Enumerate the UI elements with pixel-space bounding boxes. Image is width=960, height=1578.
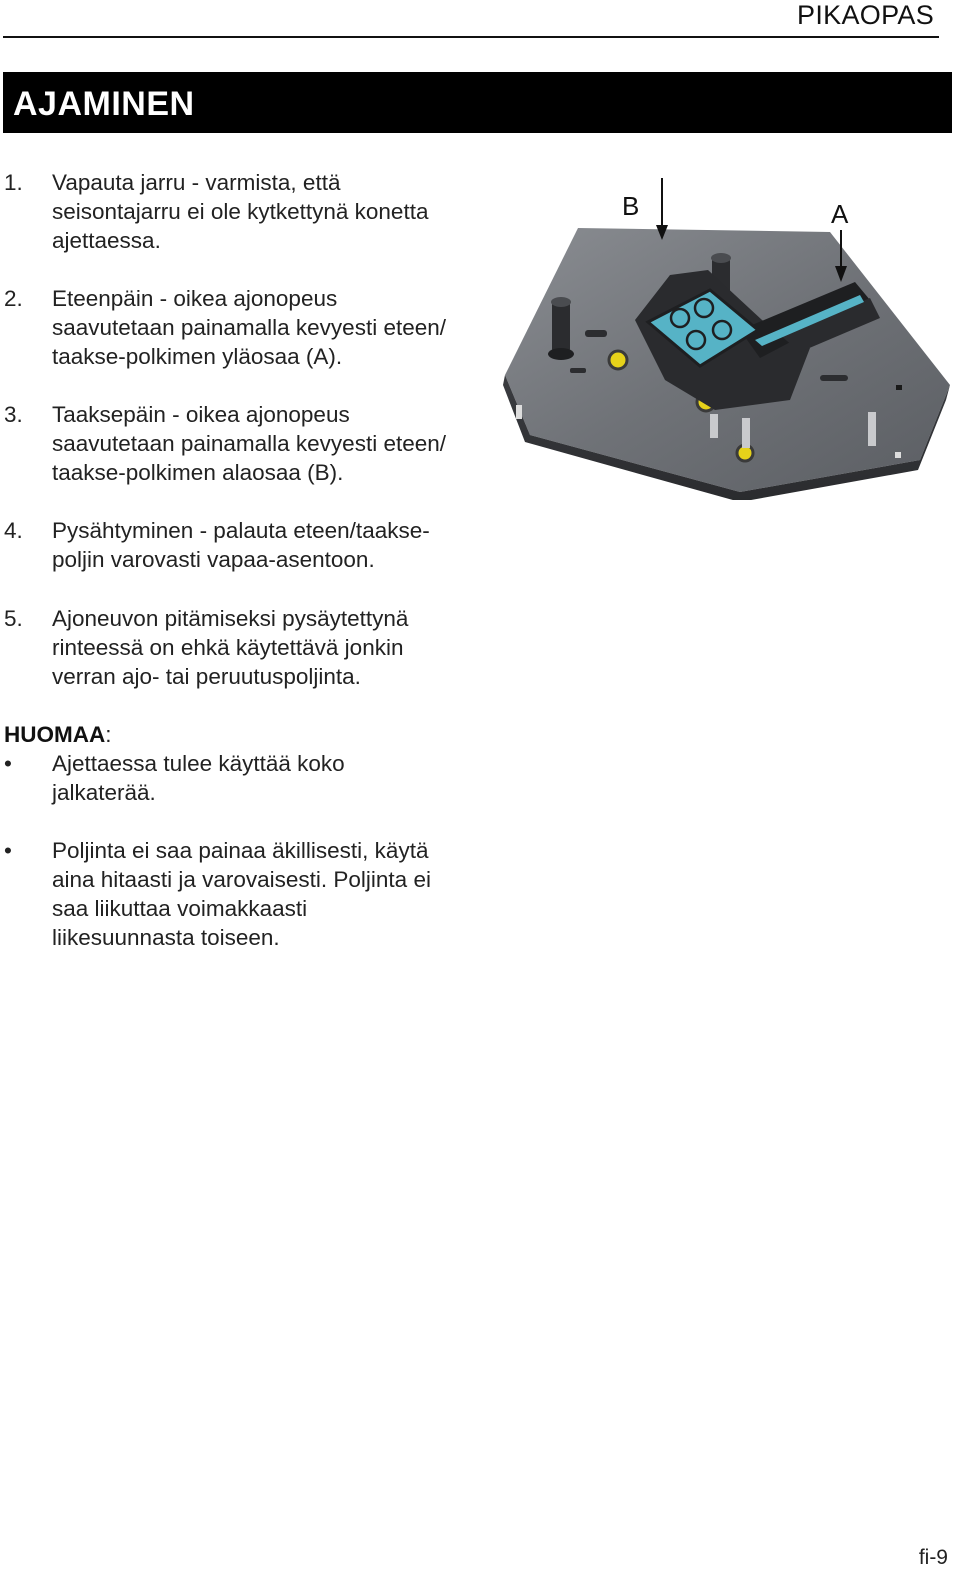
- note-heading: [4, 720, 112, 749]
- note-bullet-2: [0, 836, 520, 956]
- step-number: 2.: [4, 286, 23, 311]
- pedal-drawing: [500, 170, 955, 500]
- step-3: [0, 400, 520, 490]
- step-1: [0, 168, 520, 258]
- note-bullet-1: [0, 749, 520, 809]
- step-5: [0, 604, 520, 694]
- page-number: fi-9: [918, 1546, 948, 1569]
- pedal-illustration: [500, 170, 955, 500]
- step-2: [0, 284, 520, 374]
- step-text: Eteenpäin - oikea ajonopeus saavutetaan painamalla kevyesti eteen/ taakse-polkimen yläosaa (A).: [52, 286, 447, 369]
- note-colon: :: [105, 722, 112, 747]
- bullet-text: Poljinta ei saa painaa äkillisesti, käytä aina hitaasti ja varovaisesti. Poljinta ei saa liikuttaa voimakkaasti liikesuunnasta toiseen.: [52, 838, 431, 950]
- step-text: Ajoneuvon pitämiseksi pysäytettynä rinteessä on ehkä käytettävä jonkin verran ajo- tai peruutuspoljinta.: [52, 606, 409, 689]
- step-text: Taaksepäin - oikea ajonopeus saavutetaan painamalla kevyesti eteen/ taakse-polkimen alaosaa (B).: [52, 402, 447, 485]
- step-number: 3.: [4, 402, 23, 427]
- step-text: Vapauta jarru - varmista, että seisontajarru ei ole kytkettynä konetta ajettaessa.: [52, 170, 429, 253]
- section-title: AJAMINEN: [13, 85, 195, 123]
- bullet-dot: •: [4, 838, 12, 863]
- section-bar: [3, 72, 952, 133]
- yellow-fitting: [609, 351, 627, 369]
- step-number: 4.: [4, 518, 23, 543]
- step-4: [0, 516, 520, 576]
- bullet-text: Ajettaessa tulee käyttää koko jalkaterää.: [52, 751, 345, 805]
- left-post: [552, 302, 570, 352]
- label-a: A: [831, 199, 849, 229]
- header-rule: [3, 36, 939, 38]
- label-b: B: [622, 191, 640, 221]
- step-number: 1.: [4, 170, 23, 195]
- bullet-dot: •: [4, 751, 12, 776]
- page-header-title: PIKAOPAS: [797, 0, 934, 30]
- note-label: HUOMAA: [4, 722, 106, 747]
- step-text: Pysähtyminen - palauta eteen/taakse- poljin varovasti vapaa-asentoon.: [52, 518, 430, 572]
- step-number: 5.: [4, 606, 23, 631]
